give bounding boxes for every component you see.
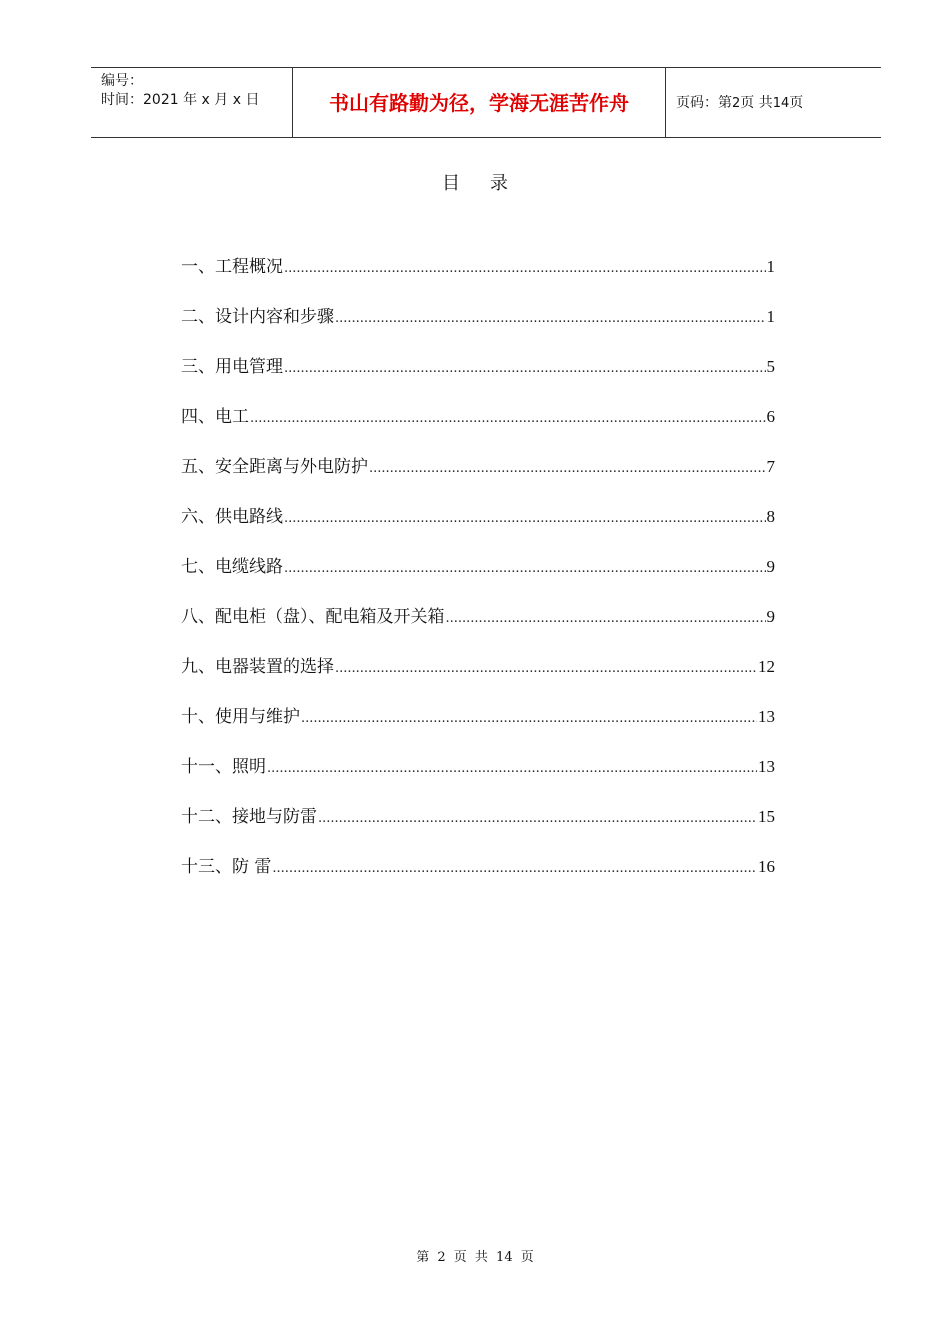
toc-entry-title: 八、配电柜（盘）、配电箱及开关箱 (181, 607, 445, 627)
toc-leader-dots (267, 755, 757, 783)
toc-entry[interactable] (181, 503, 775, 553)
toc-entry-title: 十三、防 雷 (181, 857, 272, 877)
table-of-contents (181, 253, 775, 903)
toc-entry-page: 1 (766, 307, 775, 326)
toc-entry-page: 8 (766, 507, 775, 526)
header-meta-cell (91, 68, 293, 137)
toc-title: 目录 (442, 173, 538, 194)
page-number: 2 (732, 96, 741, 111)
toc-leader-dots (284, 255, 766, 283)
toc-leader-dots (284, 355, 766, 383)
header-page-cell (666, 68, 881, 137)
page-prefix: 页码：第 (676, 95, 732, 111)
toc-leader-dots (272, 855, 757, 883)
page-total: 14 (772, 96, 790, 111)
toc-entry[interactable] (181, 653, 775, 703)
toc-entry[interactable] (181, 403, 775, 453)
toc-entry[interactable] (181, 353, 775, 403)
toc-entry-title: 十一、照明 (181, 757, 266, 777)
toc-leader-dots (335, 305, 766, 333)
toc-leader-dots (369, 455, 766, 483)
toc-entry[interactable] (181, 703, 775, 753)
toc-entry-page: 16 (758, 857, 775, 876)
toc-entry[interactable] (181, 803, 775, 853)
page-mid: 页 共 (740, 95, 773, 111)
toc-leader-dots (446, 605, 766, 633)
document-time-label: 时间：2021 年 x 月 x 日 (101, 92, 260, 108)
page-header (91, 67, 881, 138)
toc-entry-title: 二、设计内容和步骤 (181, 307, 334, 327)
toc-entry[interactable] (181, 303, 775, 353)
toc-entry-page: 12 (758, 657, 775, 676)
toc-entry-title: 十、使用与维护 (181, 707, 300, 727)
toc-leader-dots (301, 705, 757, 733)
toc-entry-page: 1 (766, 257, 775, 276)
toc-entry[interactable] (181, 753, 775, 803)
toc-leader-dots (284, 505, 766, 533)
header-page-info (676, 93, 803, 114)
toc-entry-page: 6 (766, 407, 775, 426)
toc-entry[interactable] (181, 603, 775, 653)
toc-entry-title: 四、电工 (181, 407, 249, 427)
page-suffix: 页 (789, 95, 804, 111)
toc-entry-title: 五、安全距离与外电防护 (181, 457, 368, 477)
toc-entry[interactable] (181, 853, 775, 903)
toc-entry-page: 13 (758, 757, 775, 776)
toc-entry-page: 9 (766, 607, 775, 626)
header-motto-cell (293, 68, 666, 137)
page-footer: 第 2 页 共 14 页 (416, 1250, 534, 1265)
toc-entry-title: 三、用电管理 (181, 357, 283, 377)
toc-entry-page: 13 (758, 707, 775, 726)
document-number-label: 编号： (101, 73, 143, 89)
toc-entry-page: 7 (766, 457, 775, 476)
header-motto: 书山有路勤为径，学海无涯苦作舟 (329, 91, 629, 115)
toc-entry-title: 九、电器装置的选择 (181, 657, 334, 677)
toc-entry-title: 十二、接地与防雷 (181, 807, 317, 827)
toc-entry[interactable] (181, 453, 775, 503)
toc-leader-dots (318, 805, 757, 833)
toc-entry-title: 六、供电路线 (181, 507, 283, 527)
toc-entry-page: 15 (758, 807, 775, 826)
toc-leader-dots (335, 655, 757, 683)
toc-entry-title: 一、工程概况 (181, 257, 283, 277)
toc-entry[interactable] (181, 253, 775, 303)
toc-entry-title: 七、电缆线路 (181, 557, 283, 577)
toc-entry-page: 9 (766, 557, 775, 576)
toc-entry-page: 5 (766, 357, 775, 376)
toc-entry[interactable] (181, 553, 775, 603)
toc-leader-dots (284, 555, 766, 583)
toc-leader-dots (250, 405, 766, 433)
